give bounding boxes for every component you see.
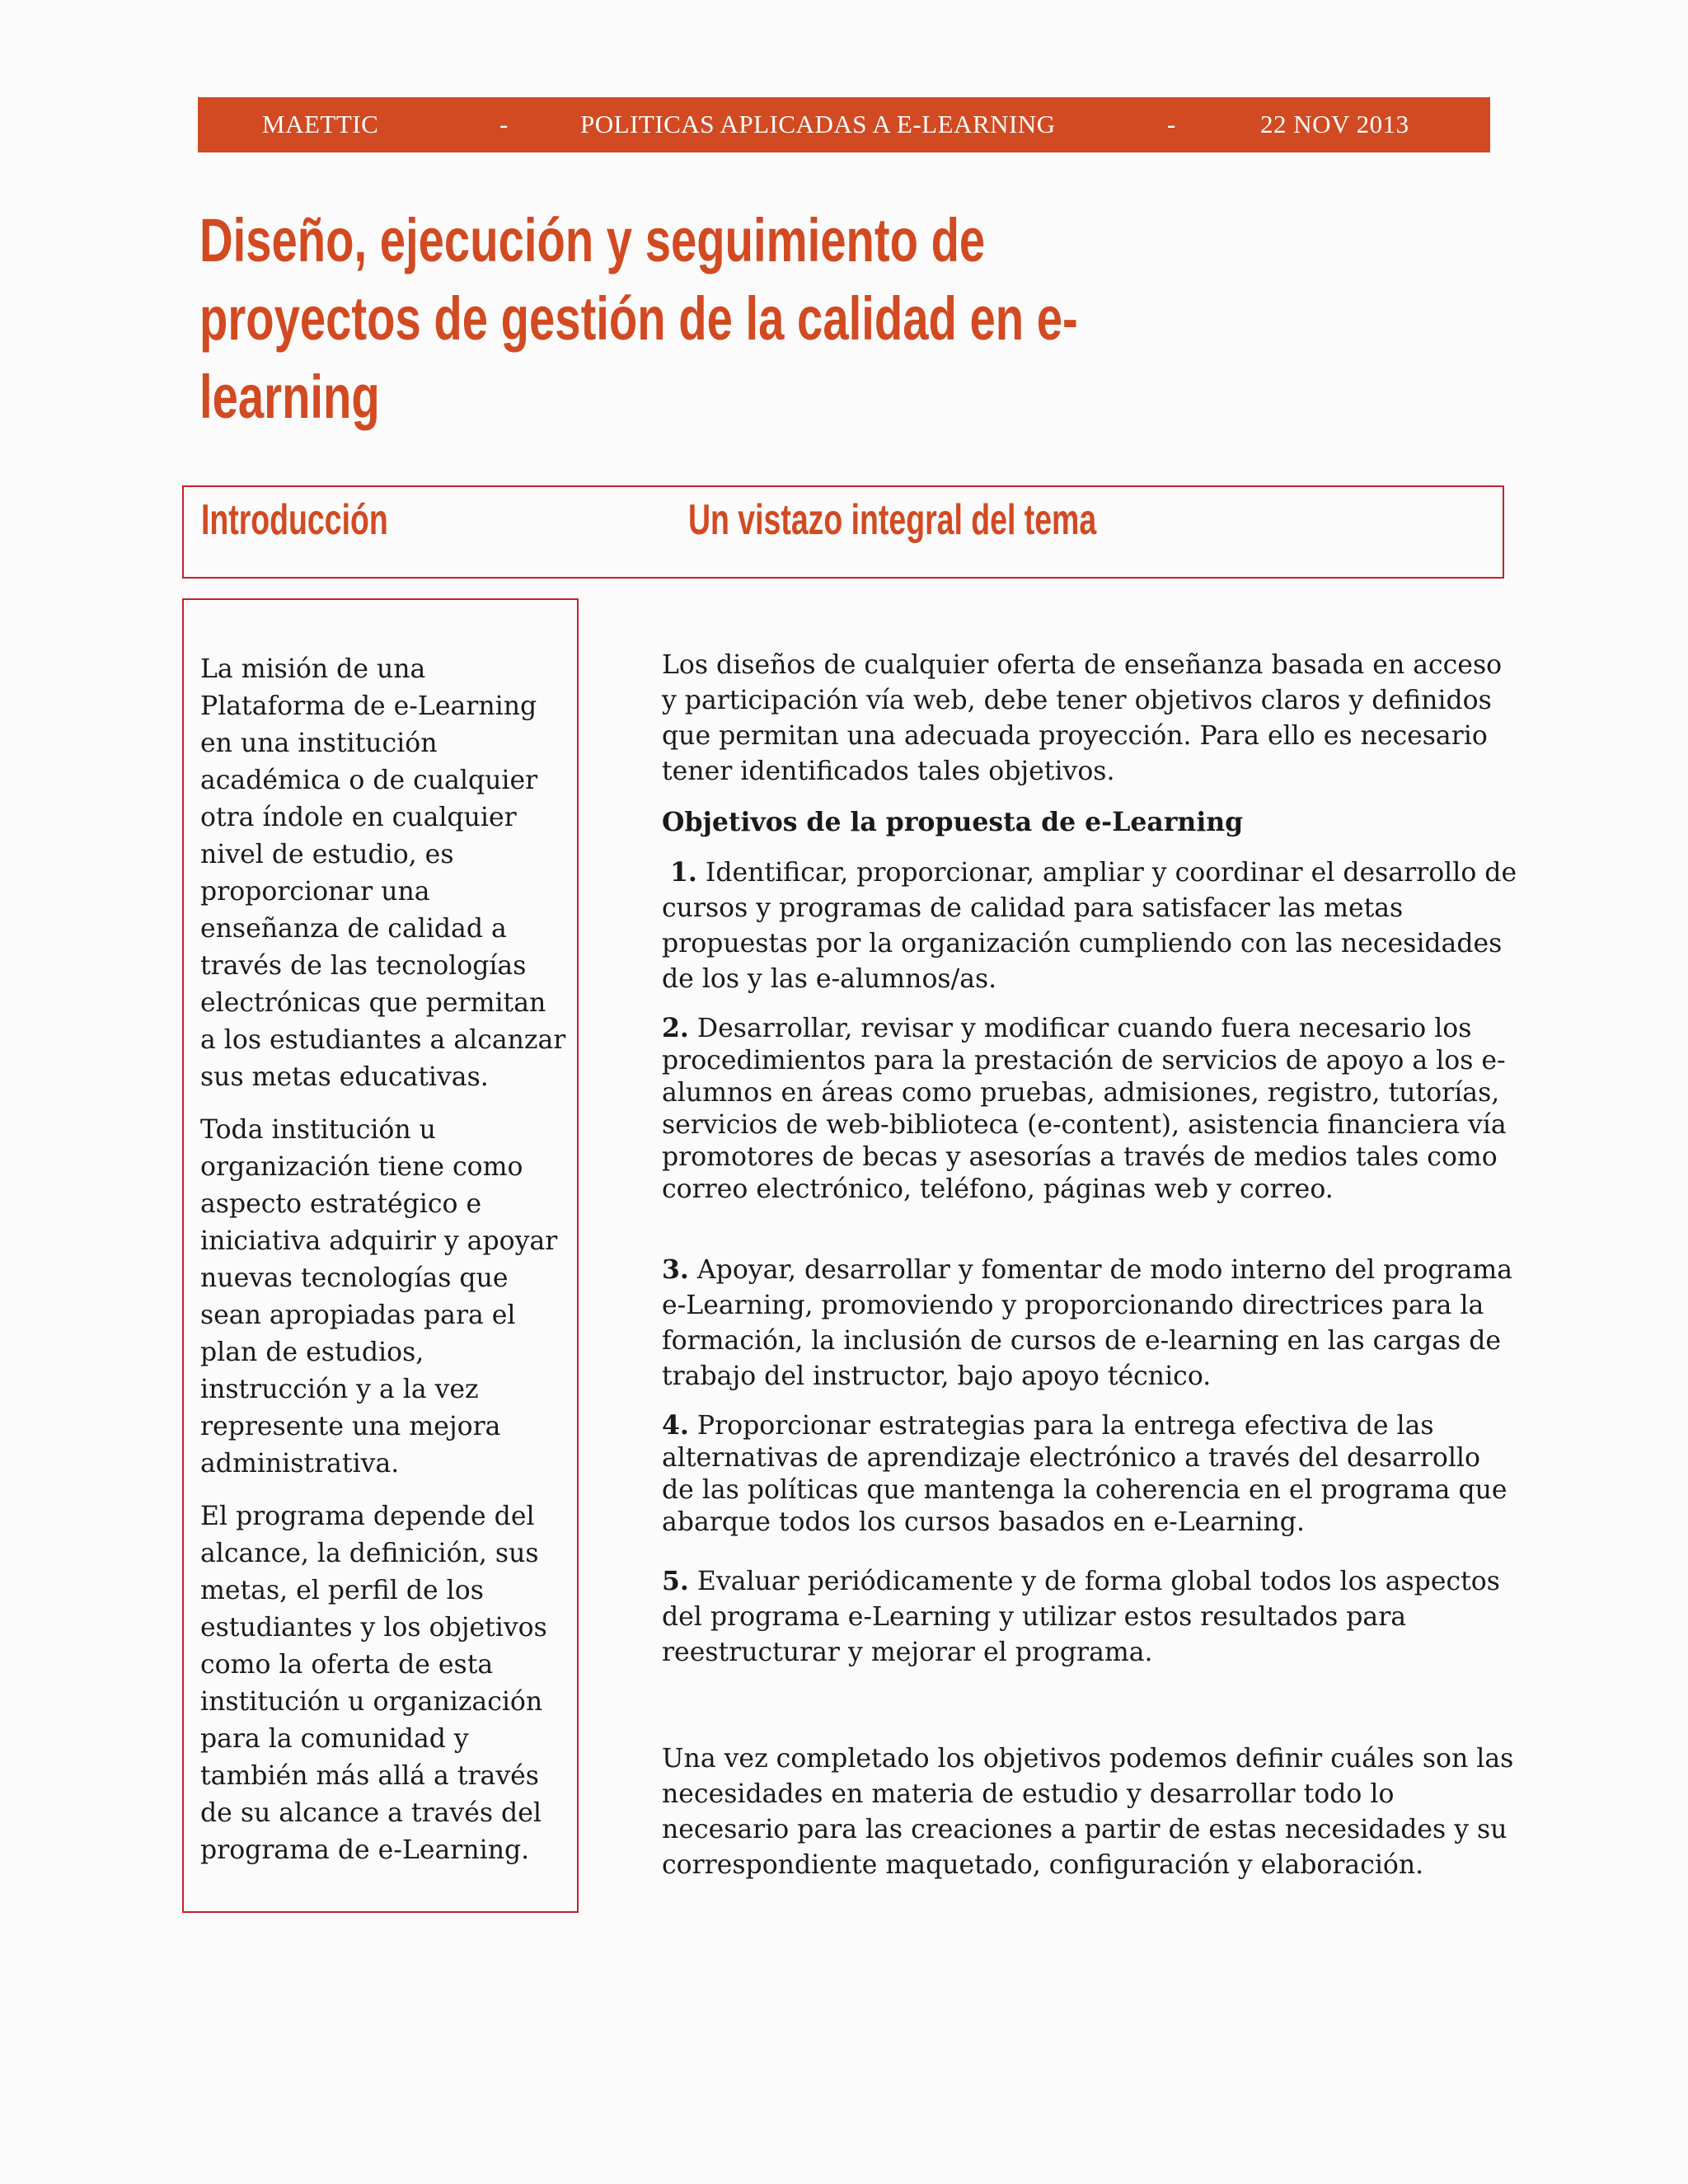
main-content: [662, 648, 1519, 1883]
objective-number: 3.: [662, 1254, 689, 1285]
objective-text: Identificar, proporcionar, ampliar y coordinar el desarrollo de cursos y programas de calidad para satisfacer las metas propuestas por la organización cumpliendo con las necesidades de los y las e-alumnos/as.: [662, 858, 1517, 994]
closing-paragraph: Una vez completado los objetivos podemos definir cuáles son las necesidades en materia de estudio y desarrollar todo lo necesario para las creaciones a partir de estas necesidades y su correspondiente maquetado, configuración y elaboración.: [662, 1744, 1514, 1880]
header-separator: -: [1167, 110, 1176, 138]
page-title: Diseño, ejecución y seguimiento de proyectos de gestión de la calidad en e-learning: [199, 206, 1078, 431]
section-heading-box: [182, 485, 1504, 579]
sidebar-box: [182, 598, 579, 1913]
objective-item: [662, 1252, 1519, 1394]
sidebar-paragraph: El programa depende del alcance, la definición, sus metas, el perfil de los estudiantes y los objetivos como la oferta de esta institución u organización para la comunidad y también más allá a través de su alcance a través del programa de e-Learning.: [200, 1502, 547, 1865]
objective-item: [662, 1563, 1519, 1671]
objective-item: [662, 855, 1519, 997]
objective-number: 5.: [662, 1566, 689, 1596]
header-date: 22 NOV 2013: [1260, 110, 1409, 138]
header-separator: -: [499, 110, 509, 138]
objective-item: [662, 1409, 1519, 1539]
intro-paragraph: Los diseños de cualquier oferta de enseñanza basada en acceso y participación vía web, debe tener objetivos claros y definidos que permitan una adecuada proyección. Para ello es necesario tener identificados tales objetivos.: [662, 650, 1503, 786]
objective-number: 4.: [662, 1410, 689, 1441]
objective-text: Apoyar, desarrollar y fomentar de modo interno del programa e-Learning, promoviendo y proporcionando directrices para la formación, la inclusión de cursos de e-learning en las cargas de trabajo del instructor, bajo apoyo técnico.: [662, 1255, 1513, 1391]
header-bar: [198, 97, 1490, 152]
objectives-heading: Objetivos de la propuesta de e-Learning: [662, 807, 1244, 837]
objective-text: Proporcionar estrategias para la entrega efectiva de las alternativas de aprendizaje electrónico a través del desarrollo de las políticas que mantenga la coherencia en el programa que abarque todos los cursos basados en e-Learning.: [662, 1411, 1507, 1537]
section-title-overview: Un vistazo integral del tema: [688, 496, 1097, 544]
section-title-introduction: Introducción: [201, 496, 388, 544]
objective-text: Desarrollar, revisar y modificar cuando fuera necesario los procedimientos para la prestación de servicios de apoyo a los e-alumnos en áreas como pruebas, admisiones, registro, tutorías, servicios de web-biblioteca (e-content), asistencia financiera vía promotores de becas y asesorías a través de medios tales como correo electrónico, teléfono, páginas web y correo.: [662, 1014, 1507, 1204]
sidebar-paragraph: La misión de una Plataforma de e-Learning en una institución académica o de cualquier otra índole en cualquier nivel de estudio, es proporcionar una enseñanza de calidad a través de las tecnologías electrónicas que permitan a los estudiantes a alcanzar sus metas educativas.: [200, 654, 566, 1092]
objective-number: 2.: [662, 1013, 689, 1043]
header-program: MAETTIC: [262, 110, 379, 138]
header-course: POLITICAS APLICADAS A E-LEARNING: [580, 110, 1056, 138]
objective-item: [662, 1012, 1519, 1206]
objective-number: 1.: [670, 857, 697, 888]
sidebar-paragraph: Toda institución u organización tiene como aspecto estratégico e iniciativa adquirir y apoyar nuevas tecnologías que sean apropiadas para el plan de estudios, instrucción y a la vez represente una mejora administrativa.: [200, 1115, 558, 1479]
objective-text: Evaluar periódicamente y de forma global todos los aspectos del programa e-Learning y utilizar estos resultados para reestructurar y mejorar el programa.: [662, 1567, 1500, 1667]
